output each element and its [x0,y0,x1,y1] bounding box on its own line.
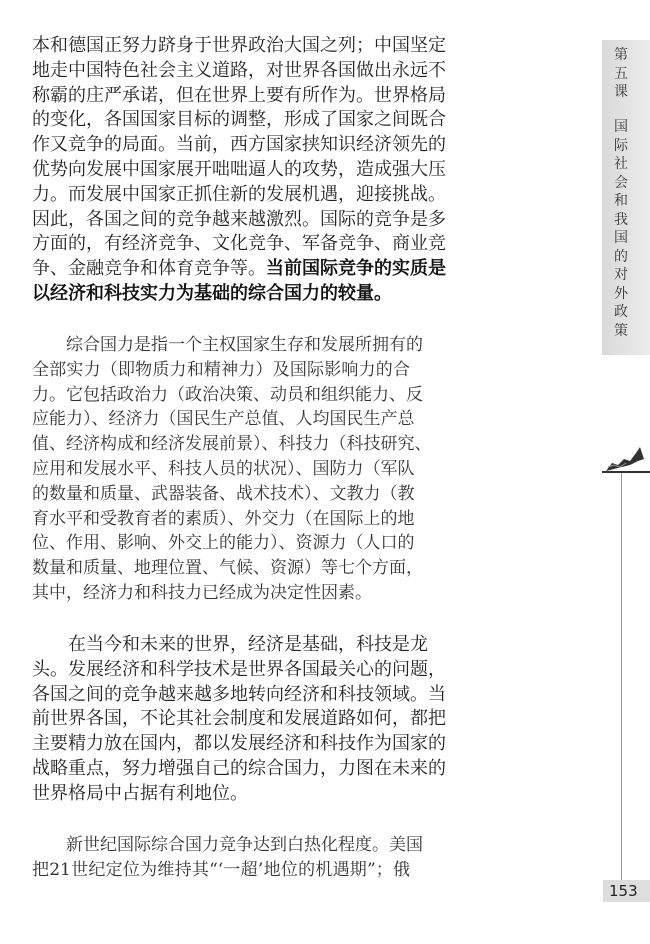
text-normal: 争、金融竞争和体育竞争等。 [32,258,266,280]
text-line: 育水平和受教育者的素质）、外交力（在国际上的地 [32,508,415,529]
key-point-text: 以经济和科技实力为基础的综合国力的较量。 [32,282,392,304]
text-line: 在当今和未来的世界，经济是基础，科技是龙 [32,634,428,655]
text-line: 因此，各国之间的竞争越来越激烈。国际的竞争是多 [32,208,446,230]
text-line: 前世界各国，不论其社会制度和发展道路如何，都把 [32,708,446,730]
margin-rule [621,473,622,883]
text-line: 力。它包括政治力（政治决策、动员和组织能力、反 [32,384,423,405]
text-line: 的变化，各国国家目标的调整，形成了国家之间既合 [32,109,446,131]
text-line: 称霸的庄严承诺，但在世界上要有所作为。世界格局 [32,84,446,106]
paragraph-2 [32,333,432,606]
paragraph-1 [32,34,446,307]
paragraph-3 [32,633,446,807]
text-line: 各国之间的竞争越来越多地转向经济和科技领域。当 [32,683,446,705]
page-number: 153 [603,880,650,902]
text-line: 优势向发展中国家展开咄咄逼人的攻势，造成强大压 [32,158,446,180]
lesson-label: 第五课 [614,47,628,100]
text-line: 的数量和质量、武器装备、战术技术）、文教力（教 [32,483,415,504]
text-line: 位、作用、影响、外交上的能力）、资源力（人口的 [32,533,415,554]
text-line: 应用和发展水平、科技人员的状况）、国防力（军队 [32,458,415,479]
text-line: 方面的，有经济竞争、文化竞争、军备竞争、商业竞 [32,233,446,255]
text-line: 战略重点，努力增强自己的综合国力，力图在未来的 [32,757,446,779]
margin-divider [602,471,650,473]
text-line: 新世纪国际综合国力竞争达到白热化程度。美国 [32,835,423,855]
text-line: 地走中国特色社会主义道路，对世界各国做出永远不 [32,59,446,81]
text-line: 头。发展经济和科学技术是世界各国最关心的问题， [32,658,446,680]
text-line: 其中，经济力和科技力已经成为决定性因素。 [32,582,372,603]
text-line: 主要精力放在国内，都以发展经济和科技作为国家的 [32,733,446,755]
text-line: 值、经济构成和经济发展前景）、科技力（科技研究、 [32,434,432,455]
text-line: 把21世纪定位为维持其“‘一超’地位的机遇期”；俄 [32,859,410,880]
text-line: 数量和质量、地理位置、气候、资源）等七个方面， [32,558,423,579]
text-line [32,257,446,282]
text-line: 作又竞争的局面。当前，西方国家挟知识经济领先的 [32,134,446,156]
text-line: 全部实力（即物质力和精神力）及国际影响力的合 [32,359,410,380]
key-point-text: 当前国际竞争的实质是 [266,258,446,280]
text-line: 应能力）、经济力（国民生产总值、人均国民生产总 [32,409,415,430]
paragraph-4 [32,833,423,883]
text-line: 综合国力是指一个主权国家生存和发展所拥有的 [32,335,423,355]
text-line: 世界格局中占据有利地位。 [32,782,248,804]
text-line: 力。而发展中国家正抓住新的发展机遇，迎接挑战。 [32,183,446,205]
text-line: 本和德国正努力跻身于世界政治大国之列；中国坚定 [32,35,446,56]
lesson-title: 国际社会和我国的对外政策 [614,119,628,339]
